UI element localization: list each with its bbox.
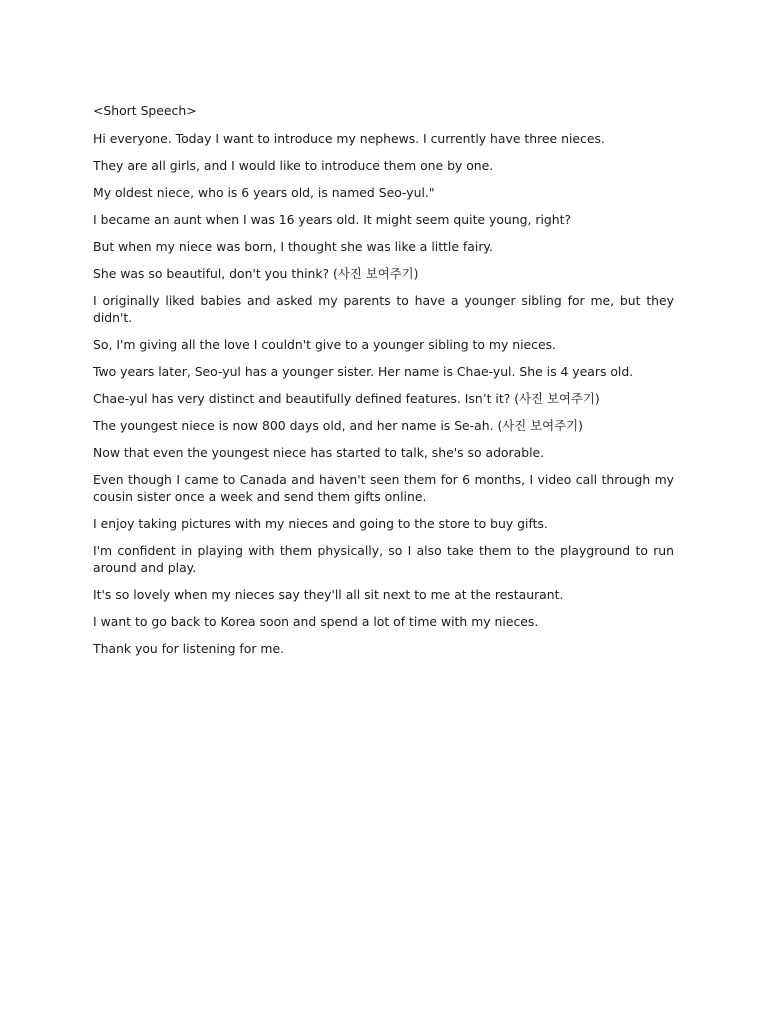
paragraph-16: It's so lovely when my nieces say they'll all sit next to me at the restaurant. [93, 587, 564, 602]
paragraph-1: Hi everyone. Today I want to introduce my nephews. I currently have three nieces. [93, 131, 605, 146]
paragraph-2: They are all girls, and I would like to introduce them one by one. [93, 158, 494, 173]
paragraph-5: But when my niece was born, I thought she was like a little fairy. [93, 239, 493, 254]
paragraph-11: The youngest niece is now 800 days old, and her name is Se-ah. (사진 보여주기) [93, 418, 583, 433]
paragraph-8: So, I'm giving all the love I couldn't give to a younger sibling to my nieces. [93, 337, 556, 352]
paragraph-14: I enjoy taking pictures with my nieces and going to the store to buy gifts. [93, 516, 548, 531]
paragraph-17: I want to go back to Korea soon and spend a lot of time with my nieces. [93, 614, 539, 629]
paragraph-3: My oldest niece, who is 6 years old, is named Seo-yul." [93, 185, 435, 200]
paragraph-13: Even though I came to Canada and haven't seen them for 6 months, I video call through my cousin sister once a week and send them gifts online. [93, 472, 674, 504]
paragraph-18: Thank you for listening for me. [93, 641, 285, 656]
paragraph-15: I'm confident in playing with them physically, so I also take them to the playground to run around and play. [93, 543, 674, 575]
speech-heading: <Short Speech> [93, 103, 197, 118]
paragraph-12: Now that even the youngest niece has started to talk, she's so adorable. [93, 445, 545, 460]
paragraph-9: Two years later, Seo-yul has a younger sister. Her name is Chae-yul. She is 4 years old. [93, 364, 634, 379]
paragraph-4: I became an aunt when I was 16 years old. It might seem quite young, right? [93, 212, 572, 227]
paragraph-7: I originally liked babies and asked my parents to have a younger sibling for me, but they didn't. [93, 293, 674, 325]
paragraph-10: Chae-yul has very distinct and beautifully defined features. Isn’t it? (사진 보여주기) [93, 391, 600, 406]
paragraph-6: She was so beautiful, don't you think? (사진 보여주기) [93, 266, 419, 281]
